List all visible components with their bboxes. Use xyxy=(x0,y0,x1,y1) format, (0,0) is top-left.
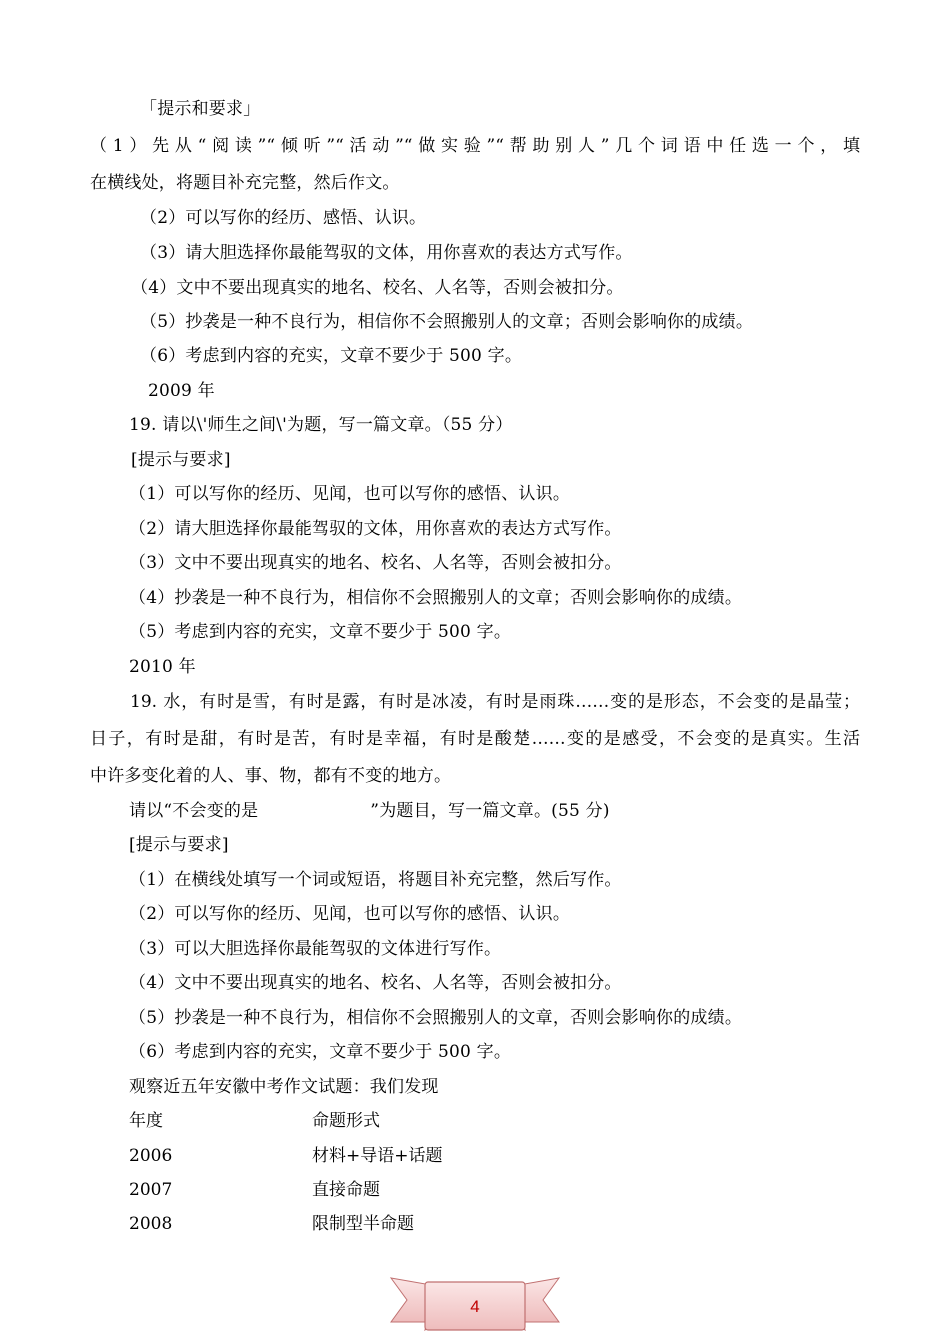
question-2010-line: 19. 水，有时是雪，有时是露，有时是冰凌，有时是雨珠……变的是形态，不会变的是晶莹； xyxy=(130,692,860,712)
instruction-item: （6）考虑到内容的充实，文章不要少于 500 字。 xyxy=(140,346,523,366)
instruction-continuation: 在横线处，将题目补充完整，然后作文。 xyxy=(90,173,400,193)
instruction-item: （5）抄袭是一种不良行为，相信你不会照搬别人的文章，否则会影响你的成绩。 xyxy=(129,1008,743,1028)
header-form: 命题形式 xyxy=(312,1111,380,1131)
observation-text: 观察近五年安徽中考作文试题：我们发现 xyxy=(129,1077,439,1097)
cell-year: 2006 xyxy=(129,1146,173,1166)
section-title: 「提示和要求」 xyxy=(140,99,261,119)
prompt-end: ”为题目，写一篇文章。(55 分) xyxy=(370,801,610,821)
prompt-start: 请以“不会变的是 xyxy=(129,801,259,821)
cell-form: 限制型半命题 xyxy=(312,1214,414,1234)
instruction-item: （1）可以写你的经历、见闻，也可以写你的感悟、认识。 xyxy=(129,484,571,504)
instruction-item: （2）可以写你的经历、感悟、认识。 xyxy=(140,208,427,228)
instruction-item: （6）考虑到内容的充实，文章不要少于 500 字。 xyxy=(129,1042,512,1062)
instruction-item: （5）抄袭是一种不良行为，相信你不会照搬别人的文章；否则会影响你的成绩。 xyxy=(140,312,754,332)
cell-form: 直接命题 xyxy=(312,1180,380,1200)
section-title: [提示与要求] xyxy=(131,450,231,470)
instruction-item: （5）考虑到内容的充实，文章不要少于 500 字。 xyxy=(129,622,512,642)
section-title: [提示与要求] xyxy=(129,835,229,855)
cell-form: 材料+导语+话题 xyxy=(312,1146,443,1166)
question-2010-line: 中许多变化着的人、事、物，都有不变的地方。 xyxy=(90,766,452,786)
question-2010-line: 日子，有时是甜，有时是苦，有时是幸福，有时是酸楚……变的是感受，不会变的是真实。生活 xyxy=(90,729,860,749)
header-year: 年度 xyxy=(129,1111,163,1131)
instruction-item: （3）可以大胆选择你最能驾驭的文体进行写作。 xyxy=(129,939,502,959)
year-heading: 2010 年 xyxy=(129,657,196,677)
instruction-item: （3）文中不要出现真实的地名、校名、人名等，否则会被扣分。 xyxy=(129,553,622,573)
question-2010-prompt xyxy=(129,800,610,822)
year-heading: 2009 年 xyxy=(148,381,215,401)
cell-year: 2008 xyxy=(129,1214,173,1234)
instruction-item: （2）可以写你的经历、见闻，也可以写你的感悟、认识。 xyxy=(129,904,571,924)
page-number: 4 xyxy=(470,1297,480,1316)
instruction-item: （4）文中不要出现真实的地名、校名、人名等，否则会被扣分。 xyxy=(131,278,624,298)
instruction-item: （1）先从“阅读”“倾听”“活动”“做实验”“帮助别人”几个词语中任选一个，填 xyxy=(90,136,860,156)
instruction-item: （4）文中不要出现真实的地名、校名、人名等，否则会被扣分。 xyxy=(129,973,622,993)
instruction-item: （4）抄袭是一种不良行为，相信你不会照搬别人的文章；否则会影响你的成绩。 xyxy=(129,588,743,608)
instruction-item: （3）请大胆选择你最能驾驭的文体，用你喜欢的表达方式写作。 xyxy=(140,243,633,263)
instruction-item: （2）请大胆选择你最能驾驭的文体，用你喜欢的表达方式写作。 xyxy=(129,519,622,539)
instruction-item: （1）在横线处填写一个词或短语，将题目补充完整，然后写作。 xyxy=(129,870,622,890)
question-2009: 19. 请以\'师生之间\'为题，写一篇文章。（55 分） xyxy=(129,415,513,435)
cell-year: 2007 xyxy=(129,1180,173,1200)
